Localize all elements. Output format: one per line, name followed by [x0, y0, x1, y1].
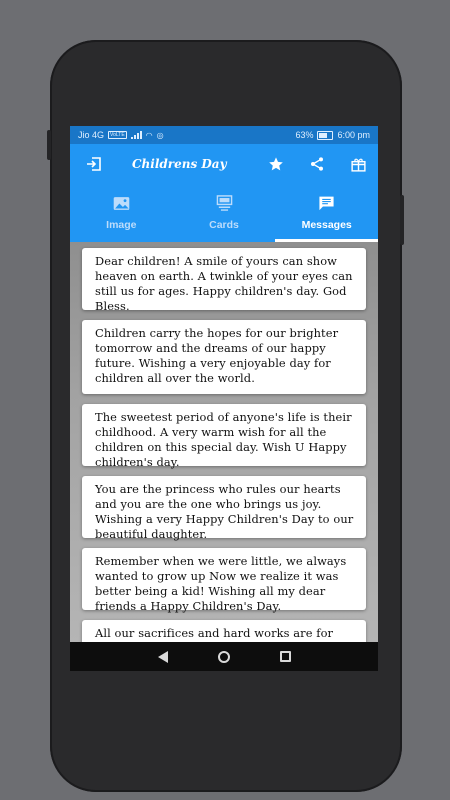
battery-icon: [317, 131, 333, 140]
share-icon[interactable]: [307, 154, 327, 174]
screen: [70, 126, 378, 671]
signal-icon: [131, 131, 142, 139]
tab-messages[interactable]: [275, 184, 378, 242]
back-icon[interactable]: [158, 651, 168, 663]
message-card[interactable]: Children carry the hopes for our brighter tomorrow and the dreams of our happy future. Wishing a very enjoyable day for children all over the world.: [82, 320, 366, 394]
exit-icon[interactable]: [84, 154, 104, 174]
power-button: [400, 195, 404, 245]
app-title: Childrens Day: [132, 157, 227, 171]
volume-button: [47, 130, 51, 160]
hotspot-icon: ◎: [156, 130, 164, 140]
message-card[interactable]: All our sacrifices and hard works are for: [82, 620, 366, 642]
volte-badge: VoLTE: [110, 132, 125, 138]
clock: 6:00 pm: [337, 130, 370, 140]
carrier-label: Jio 4G: [78, 130, 105, 140]
nav-bar: [70, 642, 378, 671]
wifi-icon: ◠: [145, 130, 153, 140]
recents-icon[interactable]: [280, 651, 291, 662]
home-icon[interactable]: [218, 651, 230, 663]
status-bar: [70, 126, 378, 144]
message-card[interactable]: Remember when we were little, we always wanted to grow up Now we realize it was better being a kid! Wishing all my dear friends a Happy Children's Day.: [82, 548, 366, 610]
tab-label: Image: [106, 218, 137, 231]
card-icon: [216, 195, 233, 214]
message-card[interactable]: You are the princess who rules our hearts and you are the one who brings us joy. Wishing a very Happy Children's Day to our beautiful daughter.: [82, 476, 366, 538]
gift-icon[interactable]: [348, 154, 368, 174]
app-bar: [70, 144, 378, 184]
tab-label: Messages: [301, 219, 352, 231]
tab-bar: [70, 184, 378, 242]
message-icon: [318, 195, 335, 214]
tab-image[interactable]: [70, 184, 173, 242]
message-card[interactable]: Dear children! A smile of yours can show heaven on earth. A twinkle of your eyes can still us for ages. Happy children's day. God Bless.: [82, 248, 366, 310]
image-icon: [113, 196, 130, 214]
tab-cards[interactable]: [173, 184, 276, 242]
battery-percent: 63%: [295, 130, 314, 140]
message-list[interactable]: [70, 242, 378, 642]
tab-label: Cards: [209, 219, 239, 231]
star-icon[interactable]: [266, 154, 286, 174]
message-card[interactable]: The sweetest period of anyone's life is their childhood. A very warm wish for all the children on this special day. Wish U Happy children's day.: [82, 404, 366, 466]
